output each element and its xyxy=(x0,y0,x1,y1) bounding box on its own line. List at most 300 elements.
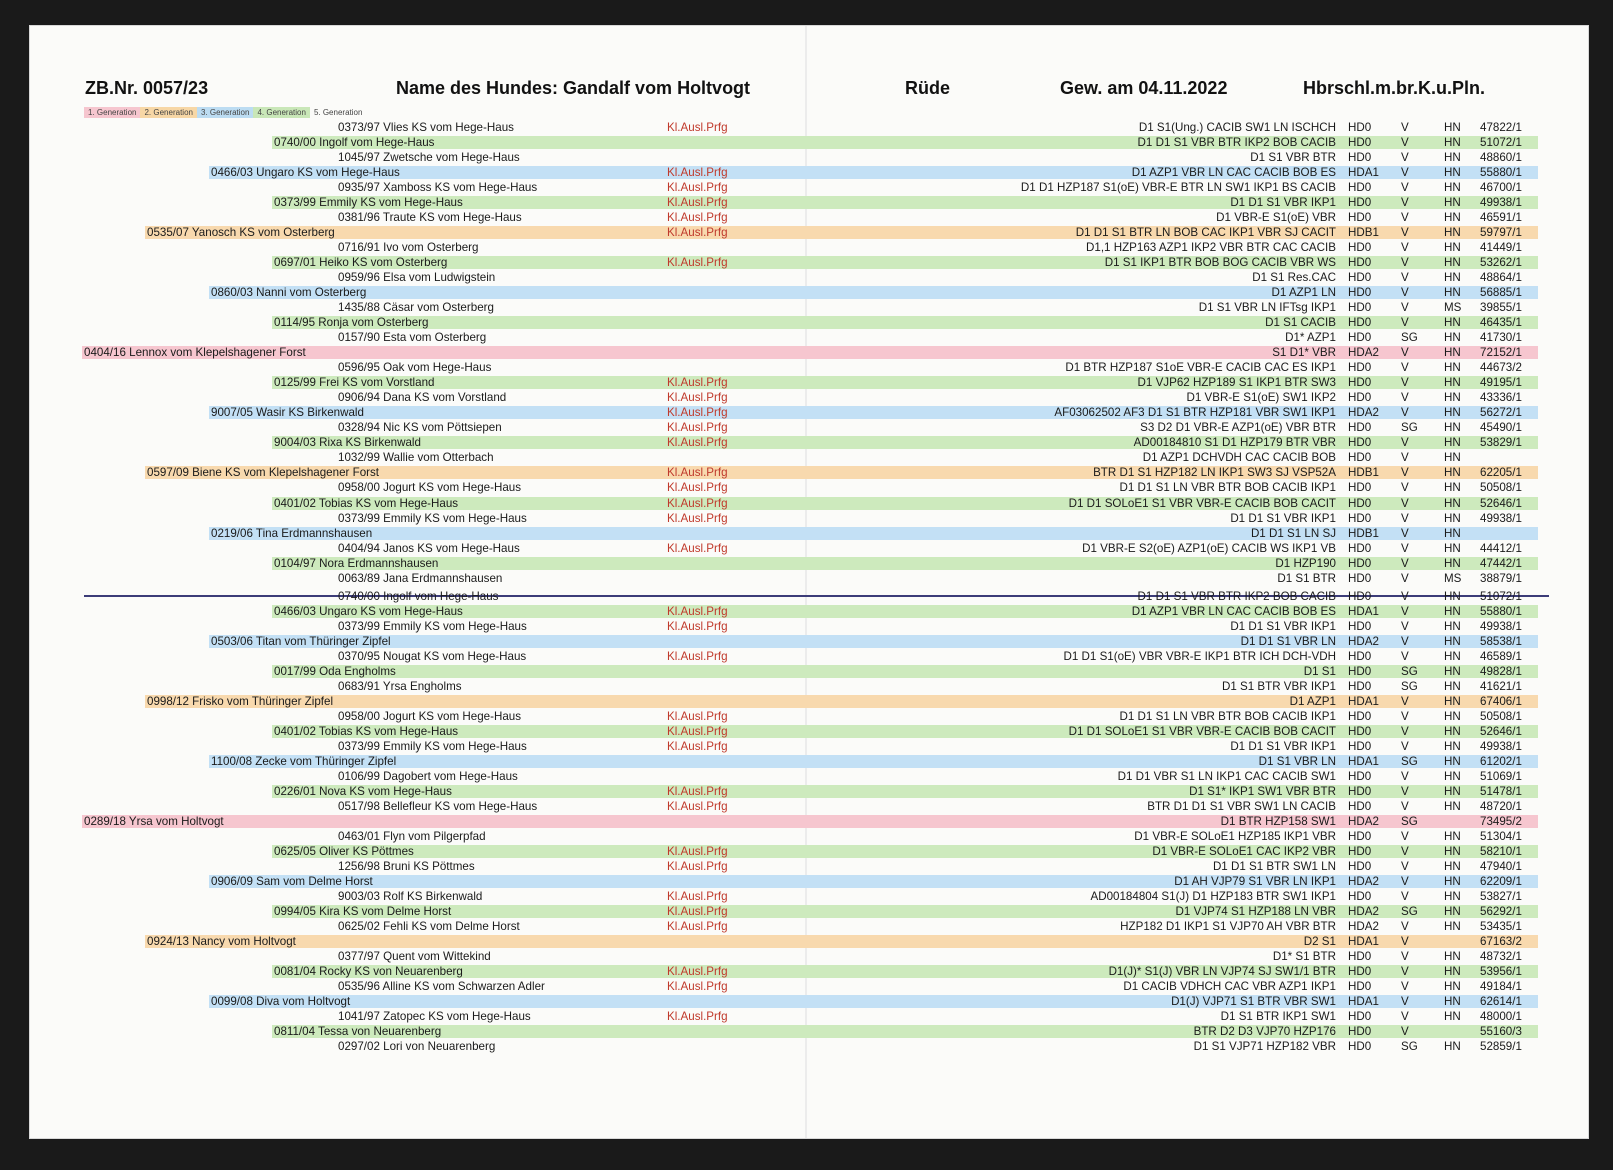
formwert-value: V xyxy=(1401,799,1409,813)
birth-date: Gew. am 04.11.2022 xyxy=(1060,78,1228,98)
hd-value: HD0 xyxy=(1348,361,1372,375)
dog-entry-name: 0017/99 Oda Engholms xyxy=(274,664,396,678)
formwert-value: SG xyxy=(1401,754,1418,768)
pedigree-row xyxy=(0,480,1613,495)
awards-text: D1 D1 S1 VBR IKP1 xyxy=(1230,619,1336,633)
legend-item: 4. Generation xyxy=(253,107,309,118)
ausl-prfg-label: Kl.Ausl.Prfg xyxy=(667,604,728,618)
formwert-value: SG xyxy=(1401,814,1418,828)
zb-number-value: 52859/1 xyxy=(1480,1040,1522,1054)
pedigree-row xyxy=(0,496,1613,511)
pedigree-row xyxy=(0,739,1613,754)
hd-value: HD0 xyxy=(1348,556,1372,570)
hn-value: HN xyxy=(1444,769,1461,783)
dog-entry-name: 0740/00 Ingolf vom Hege-Haus xyxy=(338,589,499,603)
dog-entry-name: 0401/02 Tobias KS vom Hege-Haus xyxy=(274,724,459,738)
hn-value: HN xyxy=(1444,784,1461,798)
awards-text: D1 S1 IKP1 BTR BOB BOG CACIB VBR WS xyxy=(1104,256,1336,270)
pedigree-row xyxy=(0,589,1613,604)
dog-entry-name: 0466/03 Ungaro KS vom Hege-Haus xyxy=(274,604,463,618)
awards-text: D1 S1* IKP1 SW1 VBR BTR xyxy=(1189,784,1336,798)
pedigree-row xyxy=(0,694,1613,709)
zb-number-value: 56272/1 xyxy=(1480,406,1522,420)
hn-value: MS xyxy=(1444,301,1462,315)
awards-text: D1 AZP1 VBR LN CAC CACIB BOB ES xyxy=(1131,166,1336,180)
hd-value: HD0 xyxy=(1348,664,1372,678)
formwert-value: V xyxy=(1401,316,1409,330)
hn-value: HN xyxy=(1444,541,1461,555)
hn-value: HN xyxy=(1444,466,1461,480)
ausl-prfg-label: Kl.Ausl.Prfg xyxy=(667,799,728,813)
zb-number-value: 52646/1 xyxy=(1480,724,1522,738)
zb-number-value: 39855/1 xyxy=(1480,301,1522,315)
awards-text: D1 VBR-E S1(oE) VBR xyxy=(1216,211,1336,225)
zb-number-value: 48732/1 xyxy=(1480,950,1522,964)
formwert-value: V xyxy=(1401,196,1409,210)
pedigree-row xyxy=(0,619,1613,634)
pedigree-row xyxy=(0,919,1613,934)
dog-entry-name: 0503/06 Titan vom Thüringer Zipfel xyxy=(211,634,391,648)
zb-number-value: 50508/1 xyxy=(1480,709,1522,723)
formwert-value: V xyxy=(1401,301,1409,315)
hd-value: HDA2 xyxy=(1348,406,1379,420)
hd-value: HD0 xyxy=(1348,136,1372,150)
formwert-value: V xyxy=(1401,346,1409,360)
hd-value: HD0 xyxy=(1348,496,1372,510)
awards-text: D1(J)* S1(J) VBR LN VJP74 SJ SW1/1 BTR xyxy=(1108,965,1336,979)
zb-number-value: 53829/1 xyxy=(1480,436,1522,450)
hd-value: HD0 xyxy=(1348,241,1372,255)
formwert-value: V xyxy=(1401,121,1409,134)
generation-band xyxy=(209,166,1538,179)
hn-value: HN xyxy=(1444,241,1461,255)
dog-entry-name: 0370/95 Nougat KS vom Hege-Haus xyxy=(338,649,527,663)
hd-value: HD0 xyxy=(1348,724,1372,738)
legend-item: 1. Generation xyxy=(84,107,140,118)
hd-value: HD0 xyxy=(1348,950,1372,964)
hd-value: HDA2 xyxy=(1348,346,1379,360)
zb-number-value: 56292/1 xyxy=(1480,905,1522,919)
formwert-value: V xyxy=(1401,391,1409,405)
pedigree-row xyxy=(0,724,1613,739)
awards-text: D1 D1 S1(oE) VBR VBR-E IKP1 BTR ICH DCH-VDH xyxy=(1063,649,1336,663)
dog-entry-name: 0535/96 Alline KS vom Schwarzen Adler xyxy=(338,980,545,994)
hd-value: HD0 xyxy=(1348,769,1372,783)
pedigree-row xyxy=(0,859,1613,874)
pedigree-row xyxy=(0,571,1613,586)
zb-number-value: 52646/1 xyxy=(1480,496,1522,510)
awards-text: D1 AZP1 DCHVDH CAC CACIB BOB xyxy=(1142,451,1336,465)
pedigree-row xyxy=(0,240,1613,255)
dog-entry-name: 0099/08 Diva vom Holtvogt xyxy=(211,995,351,1009)
awards-text: D1 AZP1 LN xyxy=(1271,286,1336,300)
dog-entry-name: 0381/96 Traute KS vom Hege-Haus xyxy=(338,211,522,225)
formwert-value: V xyxy=(1401,859,1409,873)
dog-entry-name: 0063/89 Jana Erdmannshausen xyxy=(338,571,503,585)
hd-value: HDA1 xyxy=(1348,694,1379,708)
ausl-prfg-label: Kl.Ausl.Prfg xyxy=(667,905,728,919)
zb-number-value: 44673/2 xyxy=(1480,361,1522,375)
pedigree-row xyxy=(0,979,1613,994)
formwert-value: V xyxy=(1401,784,1409,798)
hn-value: HN xyxy=(1444,980,1461,994)
pedigree-row xyxy=(0,195,1613,210)
awards-text: D1* AZP1 xyxy=(1285,331,1336,345)
hn-value: HN xyxy=(1444,136,1461,150)
hd-value: HD0 xyxy=(1348,1040,1372,1054)
formwert-value: V xyxy=(1401,709,1409,723)
hd-value: HD0 xyxy=(1348,709,1372,723)
zb-number-value: 49184/1 xyxy=(1480,980,1522,994)
awards-text: D1 BTR HZP187 S1oE VBR-E CACIB CAC ES IKP1 xyxy=(1065,361,1336,375)
zb-number-value: 59797/1 xyxy=(1480,226,1522,240)
pedigree-row xyxy=(0,1009,1613,1024)
zb-number-value: 48720/1 xyxy=(1480,799,1522,813)
hn-value: HN xyxy=(1444,724,1461,738)
hd-value: HDA1 xyxy=(1348,604,1379,618)
formwert-value: V xyxy=(1401,376,1409,390)
dog-entry-name: 0697/01 Heiko KS vom Osterberg xyxy=(274,256,448,270)
hd-value: HD0 xyxy=(1348,481,1372,495)
dog-entry-name: 0373/99 Emmily KS vom Hege-Haus xyxy=(338,511,527,525)
hd-value: HDA2 xyxy=(1348,634,1379,648)
hn-value: HN xyxy=(1444,1010,1461,1024)
zb-number-value: 53827/1 xyxy=(1480,890,1522,904)
hn-value: HN xyxy=(1444,421,1461,435)
formwert-value: V xyxy=(1401,466,1409,480)
ausl-prfg-label: Kl.Ausl.Prfg xyxy=(667,376,728,390)
awards-text: D1 S1 xyxy=(1303,664,1336,678)
dog-entry-name: 0958/00 Jogurt KS vom Hege-Haus xyxy=(338,481,522,495)
zb-number-value: 49938/1 xyxy=(1480,739,1522,753)
pedigree-row xyxy=(0,769,1613,784)
awards-text: S1 D1* VBR xyxy=(1272,346,1336,360)
awards-text: D1 S1 CACIB xyxy=(1265,316,1336,330)
formwert-value: V xyxy=(1401,226,1409,240)
hn-value: HN xyxy=(1444,649,1461,663)
dog-entry-name: 0157/90 Esta vom Osterberg xyxy=(338,331,487,345)
pedigree-row xyxy=(0,1024,1613,1039)
coat-color: Hbrschl.m.br.K.u.Pln. xyxy=(1303,78,1486,98)
dog-entry-name: 0860/03 Nanni vom Osterberg xyxy=(211,286,367,300)
dog-entry-name: 0740/00 Ingolf vom Hege-Haus xyxy=(274,136,435,150)
pedigree-row xyxy=(0,709,1613,724)
hd-value: HDA1 xyxy=(1348,754,1379,768)
legend-item: 2. Generation xyxy=(140,107,196,118)
formwert-value: V xyxy=(1401,890,1409,904)
hd-value: HD0 xyxy=(1348,1025,1372,1039)
dog-entry-name: 0404/16 Lennox vom Klepelshagener Forst xyxy=(84,346,306,360)
awards-text: D1 D1 S1 VBR IKP1 xyxy=(1230,196,1336,210)
dog-entry-name: 0297/02 Lori von Neuarenberg xyxy=(338,1040,496,1054)
hd-value: HDA2 xyxy=(1348,814,1379,828)
awards-text: D1 D1 S1 BTR SW1 LN xyxy=(1212,859,1336,873)
dog-entry-name: 0377/97 Quent vom Wittekind xyxy=(338,950,491,964)
hd-value: HD0 xyxy=(1348,211,1372,225)
pedigree-row xyxy=(0,604,1613,619)
formwert-value: V xyxy=(1401,436,1409,450)
awards-text: D1 S1 Res.CAC xyxy=(1252,271,1336,285)
dog-entry-name: 0104/97 Nora Erdmannshausen xyxy=(274,556,439,570)
ausl-prfg-label: Kl.Ausl.Prfg xyxy=(667,890,728,904)
hn-value: HN xyxy=(1444,905,1461,919)
hd-value: HD0 xyxy=(1348,436,1372,450)
hn-value: HN xyxy=(1444,121,1461,134)
generation-band xyxy=(209,995,1538,1008)
hn-value: HN xyxy=(1444,196,1461,210)
zb-number-value: 51072/1 xyxy=(1480,589,1522,603)
awards-text: D1 D1 S1 VBR BTR IKP2 BOB CACIB xyxy=(1137,589,1336,603)
hd-value: HD0 xyxy=(1348,619,1372,633)
awards-text: D1 D1 VBR S1 LN IKP1 CAC CACIB SW1 xyxy=(1117,769,1336,783)
formwert-value: V xyxy=(1401,995,1409,1009)
ausl-prfg-label: Kl.Ausl.Prfg xyxy=(667,391,728,405)
hn-value: HN xyxy=(1444,619,1461,633)
formwert-value: V xyxy=(1401,571,1409,585)
formwert-value: V xyxy=(1401,496,1409,510)
hd-value: HDB1 xyxy=(1348,526,1379,540)
ausl-prfg-label: Kl.Ausl.Prfg xyxy=(667,226,728,240)
hn-value: HN xyxy=(1444,151,1461,165)
formwert-value: V xyxy=(1401,211,1409,225)
zb-number-value: 73495/2 xyxy=(1480,814,1522,828)
dog-entry-name: 0373/99 Emmily KS vom Hege-Haus xyxy=(274,196,463,210)
formwert-value: SG xyxy=(1401,331,1418,345)
dog-entry-name: 0959/96 Elsa vom Ludwigstein xyxy=(338,271,496,285)
dog-entry-name: 0401/02 Tobias KS vom Hege-Haus xyxy=(274,496,459,510)
dog-entry-name: 0404/94 Janos KS vom Hege-Haus xyxy=(338,541,520,555)
dog-entry-name: 0328/94 Nic KS vom Pöttsiepen xyxy=(338,421,502,435)
ausl-prfg-label: Kl.Ausl.Prfg xyxy=(667,1010,728,1024)
ausl-prfg-label: Kl.Ausl.Prfg xyxy=(667,724,728,738)
zb-number-value: 62614/1 xyxy=(1480,995,1522,1009)
pedigree-row xyxy=(0,135,1613,150)
dog-entry-name: 0924/13 Nancy vom Holtvogt xyxy=(147,935,296,949)
dog-entry-name: 9003/03 Rolf KS Birkenwald xyxy=(338,890,483,904)
dog-entry-name: 0125/99 Frei KS vom Vorstland xyxy=(274,376,435,390)
hd-value: HD0 xyxy=(1348,980,1372,994)
formwert-value: V xyxy=(1401,920,1409,934)
awards-text: D1 S1 BTR xyxy=(1277,571,1336,585)
zb-number-value: 49938/1 xyxy=(1480,619,1522,633)
formwert-value: V xyxy=(1401,406,1409,420)
hn-value: HN xyxy=(1444,181,1461,195)
zb-number-value: 61202/1 xyxy=(1480,754,1522,768)
hn-value: HN xyxy=(1444,679,1461,693)
hd-value: HD0 xyxy=(1348,784,1372,798)
zb-number-value: 48860/1 xyxy=(1480,151,1522,165)
zb-number-value: 56885/1 xyxy=(1480,286,1522,300)
awards-text: D1 VJP74 S1 HZP188 LN VBR xyxy=(1175,905,1336,919)
hd-value: HD0 xyxy=(1348,331,1372,345)
pedigree-row xyxy=(0,814,1613,829)
ausl-prfg-label: Kl.Ausl.Prfg xyxy=(667,980,728,994)
hn-value: HN xyxy=(1444,376,1461,390)
hd-value: HD0 xyxy=(1348,844,1372,858)
hd-value: HD0 xyxy=(1348,421,1372,435)
formwert-value: V xyxy=(1401,151,1409,165)
awards-text: D1 VBR-E S1(oE) SW1 IKP2 xyxy=(1186,391,1336,405)
generation-band xyxy=(209,406,1538,419)
dog-entry-name: 0625/02 Fehli KS vom Delme Horst xyxy=(338,920,520,934)
dog-entry-name: 0906/94 Dana KS vom Vorstland xyxy=(338,391,507,405)
awards-text: D1 D1 HZP187 S1(oE) VBR-E BTR LN SW1 IKP1 BS CACIB xyxy=(1020,181,1336,195)
ausl-prfg-label: Kl.Ausl.Prfg xyxy=(667,784,728,798)
formwert-value: SG xyxy=(1401,679,1418,693)
hd-value: HD0 xyxy=(1348,151,1372,165)
ausl-prfg-label: Kl.Ausl.Prfg xyxy=(667,211,728,225)
awards-text: D1 D1 SOLoE1 S1 VBR VBR-E CACIB BOB CACIT xyxy=(1068,724,1336,738)
zb-number-value: 62209/1 xyxy=(1480,875,1522,888)
generation-band xyxy=(209,286,1538,299)
dog-entry-name: 0289/18 Yrsa vom Holtvogt xyxy=(84,814,224,828)
dog-entry-name: 0226/01 Nova KS vom Hege-Haus xyxy=(274,784,452,798)
zb-number-value: 49938/1 xyxy=(1480,511,1522,525)
dog-entry-name: 1032/99 Wallie vom Otterbach xyxy=(338,451,494,465)
hd-value: HD0 xyxy=(1348,541,1372,555)
awards-text: D1 VBR-E S2(oE) AZP1(oE) CACIB WS IKP1 VB xyxy=(1082,541,1336,555)
awards-text: D1 D1 S1 VBR IKP1 xyxy=(1230,739,1336,753)
ausl-prfg-label: Kl.Ausl.Prfg xyxy=(667,421,728,435)
pedigree-row xyxy=(0,634,1613,649)
formwert-value: V xyxy=(1401,541,1409,555)
hd-value: HDA1 xyxy=(1348,935,1379,949)
formwert-value: V xyxy=(1401,1025,1409,1039)
dog-entry-name: 0906/09 Sam vom Delme Horst xyxy=(211,875,373,888)
hn-value: HN xyxy=(1444,634,1461,648)
awards-text: AD00184810 S1 D1 HZP179 BTR VBR xyxy=(1133,436,1336,450)
dog-entry-name: 0373/99 Emmily KS vom Hege-Haus xyxy=(338,739,527,753)
dog-sex: Rüde xyxy=(905,78,950,98)
formwert-value: SG xyxy=(1401,664,1418,678)
pedigree-row xyxy=(0,435,1613,450)
hn-value: HN xyxy=(1444,526,1461,540)
hn-value: HN xyxy=(1444,694,1461,708)
formwert-value: V xyxy=(1401,634,1409,648)
ausl-prfg-label: Kl.Ausl.Prfg xyxy=(667,649,728,663)
formwert-value: V xyxy=(1401,649,1409,663)
awards-text: D1(J) VJP71 S1 BTR VBR SW1 xyxy=(1171,995,1336,1009)
hd-value: HD0 xyxy=(1348,965,1372,979)
dog-entry-name: 0081/04 Rocky KS von Neuarenberg xyxy=(274,965,463,979)
pedigree-row xyxy=(0,664,1613,679)
hd-value: HDB1 xyxy=(1348,466,1379,480)
ausl-prfg-label: Kl.Ausl.Prfg xyxy=(667,181,728,195)
hd-value: HD0 xyxy=(1348,511,1372,525)
hn-value: HN xyxy=(1444,226,1461,240)
formwert-value: V xyxy=(1401,965,1409,979)
hd-value: HD0 xyxy=(1348,181,1372,195)
hd-value: HD0 xyxy=(1348,739,1372,753)
hn-value: HN xyxy=(1444,965,1461,979)
hd-value: HD0 xyxy=(1348,589,1372,603)
ausl-prfg-label: Kl.Ausl.Prfg xyxy=(667,920,728,934)
formwert-value: V xyxy=(1401,980,1409,994)
hn-value: HN xyxy=(1444,316,1461,330)
formwert-value: V xyxy=(1401,181,1409,195)
formwert-value: V xyxy=(1401,481,1409,495)
formwert-value: V xyxy=(1401,256,1409,270)
dog-entry-name: 0373/97 Vlies KS vom Hege-Haus xyxy=(338,121,514,134)
hd-value: HDA1 xyxy=(1348,995,1379,1009)
ausl-prfg-label: Kl.Ausl.Prfg xyxy=(667,511,728,525)
ausl-prfg-label: Kl.Ausl.Prfg xyxy=(667,121,728,134)
awards-text: D1 HZP190 xyxy=(1275,556,1336,570)
generation-band xyxy=(209,875,1538,888)
ausl-prfg-label: Kl.Ausl.Prfg xyxy=(667,739,728,753)
pedigree-row xyxy=(0,420,1613,435)
pedigree-row xyxy=(0,270,1613,285)
hn-value: HN xyxy=(1444,829,1461,843)
formwert-value: V xyxy=(1401,844,1409,858)
awards-text: D1 VJP62 HZP189 S1 IKP1 BTR SW3 xyxy=(1137,376,1336,390)
awards-text: D1 S1 BTR IKP1 SW1 xyxy=(1220,1010,1336,1024)
formwert-value: V xyxy=(1401,286,1409,300)
ausl-prfg-label: Kl.Ausl.Prfg xyxy=(667,196,728,210)
hd-value: HD0 xyxy=(1348,286,1372,300)
awards-text: D1 D1 S1 VBR LN xyxy=(1240,634,1336,648)
zb-number-value: 50508/1 xyxy=(1480,481,1522,495)
zb-number-value: 72152/1 xyxy=(1480,346,1522,360)
generation-band xyxy=(209,755,1538,768)
zb-number-value: 47822/1 xyxy=(1480,121,1522,134)
awards-text: D1,1 HZP163 AZP1 IKP2 VBR BTR CAC CACIB xyxy=(1086,241,1336,255)
ausl-prfg-label: Kl.Ausl.Prfg xyxy=(667,541,728,555)
hn-value: HN xyxy=(1444,556,1461,570)
pedigree-row xyxy=(0,526,1613,541)
hn-value: HN xyxy=(1444,436,1461,450)
hd-value: HD0 xyxy=(1348,890,1372,904)
formwert-value: V xyxy=(1401,526,1409,540)
dog-entry-name: 0106/99 Dagobert vom Hege-Haus xyxy=(338,769,518,783)
hd-value: HD0 xyxy=(1348,679,1372,693)
zb-number-value: 47442/1 xyxy=(1480,556,1522,570)
zb-number-value: 53956/1 xyxy=(1480,965,1522,979)
zb-number-value: 62205/1 xyxy=(1480,466,1522,480)
hd-value: HD0 xyxy=(1348,301,1372,315)
formwert-value: V xyxy=(1401,241,1409,255)
formwert-value: SG xyxy=(1401,905,1418,919)
awards-text: D1 D1 S1 BTR LN BOB CAC IKP1 VBR SJ CACIT xyxy=(1075,226,1336,240)
pedigree-row xyxy=(0,225,1613,240)
zb-number-value: 58538/1 xyxy=(1480,634,1522,648)
pedigree-row xyxy=(0,330,1613,345)
pedigree-row xyxy=(0,450,1613,465)
hn-value: HN xyxy=(1444,875,1461,888)
pedigree-row xyxy=(0,649,1613,664)
hn-value: HN xyxy=(1444,995,1461,1009)
dog-entry-name: 1435/88 Cäsar vom Osterberg xyxy=(338,301,494,315)
hn-value: HN xyxy=(1444,604,1461,618)
dog-entry-name: 0683/91 Yrsa Engholms xyxy=(338,679,462,693)
awards-text: AF03062502 AF3 D1 S1 BTR HZP181 VBR SW1 IKP1 xyxy=(1054,406,1336,420)
dog-entry-name: 1256/98 Bruni KS Pöttmes xyxy=(338,859,475,873)
dog-entry-name: 0597/09 Biene KS vom Klepelshagener Forst xyxy=(147,466,380,480)
pedigree-row xyxy=(0,964,1613,979)
hn-value: HN xyxy=(1444,211,1461,225)
ausl-prfg-label: Kl.Ausl.Prfg xyxy=(667,619,728,633)
pedigree-row xyxy=(0,210,1613,225)
hn-value: HN xyxy=(1444,256,1461,270)
ausl-prfg-label: Kl.Ausl.Prfg xyxy=(667,844,728,858)
dog-entry-name: 9007/05 Wasir KS Birkenwald xyxy=(211,406,364,420)
formwert-value: V xyxy=(1401,271,1409,285)
pedigree-row xyxy=(0,679,1613,694)
pedigree-row xyxy=(0,799,1613,814)
zb-number-value: 55880/1 xyxy=(1480,166,1522,180)
pedigree-row xyxy=(0,255,1613,270)
zb-number-value: 47940/1 xyxy=(1480,859,1522,873)
